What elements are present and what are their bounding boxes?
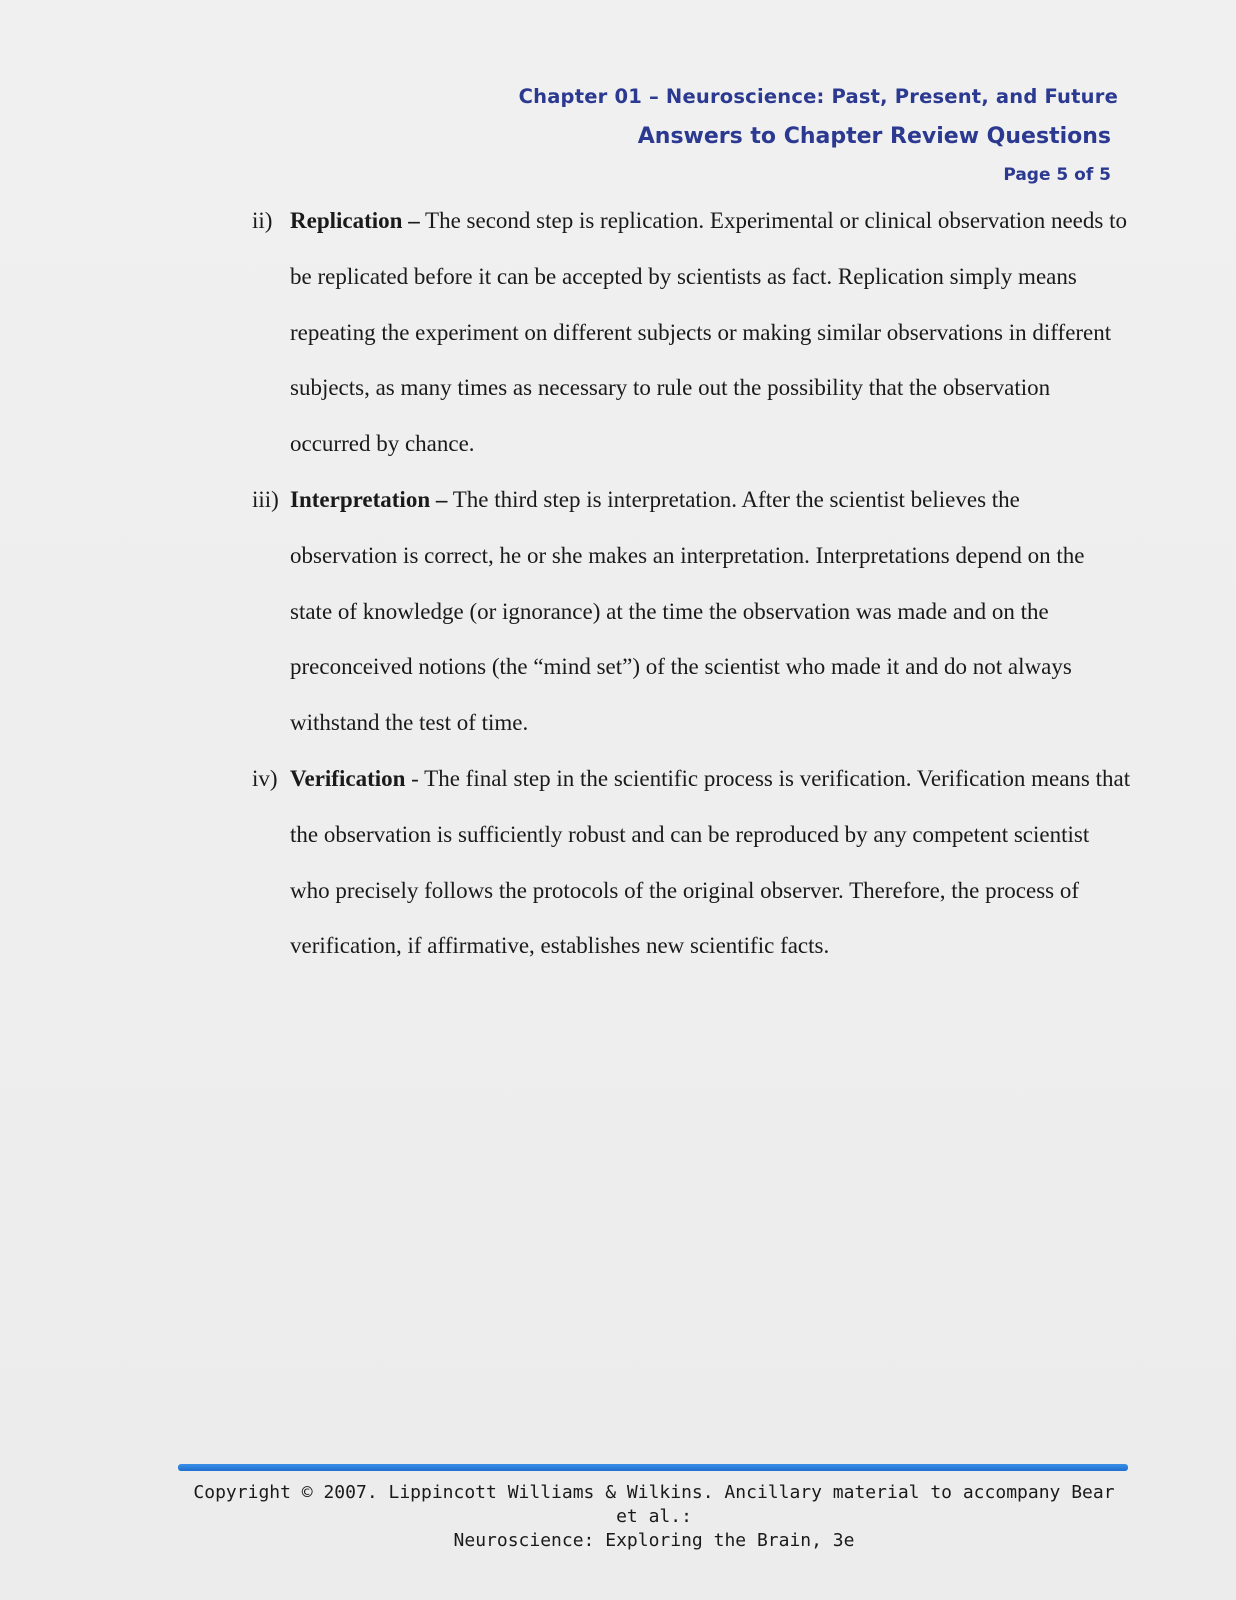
page-footer: [178, 1464, 1130, 1553]
item-term: Replication –: [290, 208, 420, 233]
item-text: - The final step in the scientific process is verification. Verification means that the observation is sufficiently robust and can be reproduced by any competent scientist who precisely follows the protocols of the original observer. Therefore, the process of verification, if affirmative, establishes new scientific facts.: [290, 765, 1131, 959]
item-number: iii): [252, 486, 279, 512]
copyright-notice: [178, 1481, 1130, 1553]
item-number: iv): [252, 765, 278, 791]
chapter-title: Chapter 01 – Neuroscience: Past, Present, and Future: [518, 85, 1118, 108]
item-term: Verification: [290, 765, 406, 791]
item-text: The second step is replication. Experimental or clinical observation needs to be replicated before it can be accepted by scientists as fact. Replication simply means repeating the experiment on different subjects or making similar observations in different subjects, as many times as necessary to rule out the possibility that the observation occurred by chance.: [290, 208, 1127, 457]
footer-divider: [178, 1464, 1128, 1471]
copyright-line-1: Copyright © 2007. Lippincott Williams & Wilkins. Ancillary material to accompany Bear et al.:: [193, 1482, 1115, 1527]
page-header: [519, 82, 1118, 188]
list-item-replication: [252, 193, 1132, 472]
list-item-interpretation: [252, 472, 1132, 751]
item-number: ii): [252, 208, 273, 233]
page-number: Page 5 of 5: [1003, 165, 1111, 185]
section-subtitle: Answers to Chapter Review Questions: [637, 124, 1111, 149]
item-term: Interpretation –: [290, 486, 448, 512]
list-item-verification: [252, 751, 1132, 974]
answer-list: [252, 193, 1132, 974]
copyright-line-2: Neuroscience: Exploring the Brain, 3e: [453, 1530, 855, 1551]
item-text: The third step is interpretation. After the scientist believes the observation is correct, he or she makes an interpretation. Interpretations depend on the state of knowledge (or ignorance) at the time the observation was made and on the preconceived notions (the “mind set”) of the scientist who made it and do not always withstand the test of time.: [290, 486, 1085, 736]
